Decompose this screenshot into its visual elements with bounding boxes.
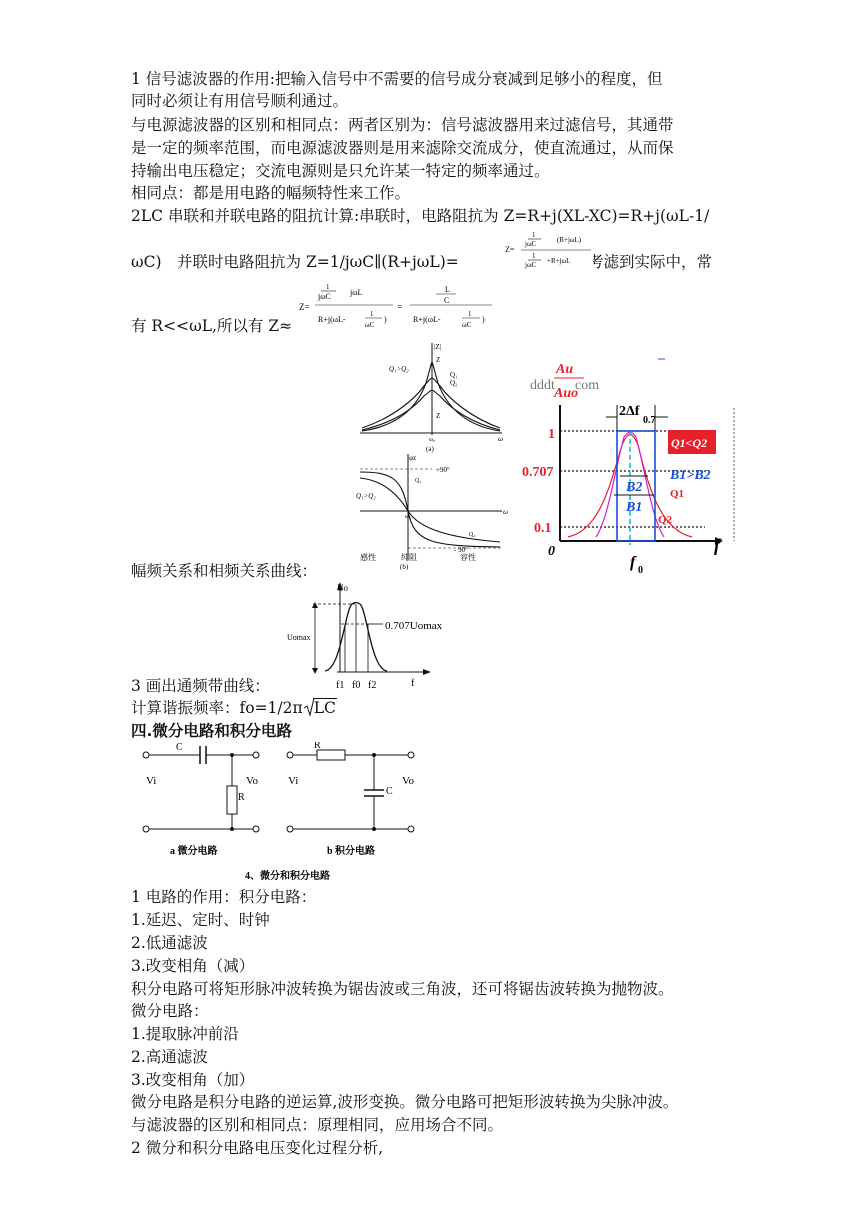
- svg-text:+R+jωL: +R+jωL: [547, 257, 571, 265]
- svg-text:ωC: ωC: [462, 321, 472, 329]
- text-line: 2LC 串联和并联电路的阻抗计算:串联时，电路阻抗为 Z=R+j(XL-XC)=R+j(ωL-1/: [131, 207, 710, 225]
- svg-text:4、微分和积分电路: 4、微分和积分电路: [245, 871, 330, 882]
- text-line: 是一定的频率范围，而电源滤波器则是用来滤除交流成分，使直流通过，从而保: [131, 139, 674, 157]
- text-line: 3 画出通频带曲线：: [131, 677, 270, 695]
- svg-text:0.707Uomax: 0.707Uomax: [385, 620, 443, 632]
- text-line: 1 信号滤波器的作用:把输入信号中不需要的信号成分衰减到足够小的程度，但: [131, 70, 663, 88]
- differentiator-circuit: [143, 742, 259, 857]
- svg-text:Z=: Z=: [299, 302, 310, 312]
- svg-text:R: R: [314, 742, 321, 751]
- svg-text:f1: f1: [336, 680, 345, 691]
- svg-text:R+j(ωL-: R+j(ωL-: [413, 315, 441, 324]
- text-line: 持输出电压稳定；交流电源则是只允许某一特定的频率通过。: [131, 162, 550, 180]
- svg-text:Z: Z: [436, 412, 441, 420]
- text-line: 2.高通滤波: [131, 1048, 208, 1066]
- svg-text:0: 0: [548, 544, 555, 559]
- text-line: 2.低通滤波: [131, 934, 208, 952]
- impedance-magnitude-plot: [360, 343, 503, 453]
- text-line: 与电源滤波器的区别和相同点：两者区别为：信号滤波器用来过滤信号，其通带: [131, 116, 674, 134]
- svg-text:|Z|: |Z|: [434, 343, 442, 351]
- integrator-circuit: [287, 742, 415, 857]
- text-line: 积分电路可将矩形脉冲波转换为锯齿波或三角波，还可将锯齿波转换为抛物波。: [131, 980, 674, 998]
- svg-text:R: R: [238, 792, 245, 803]
- bandwidth-figure: [520, 345, 745, 577]
- svg-text:Vi: Vi: [288, 775, 299, 787]
- svg-text:1: 1: [532, 231, 536, 239]
- approx-impedance-formula: [298, 280, 494, 330]
- svg-text:R+j(ωL-: R+j(ωL-: [318, 315, 346, 324]
- svg-text:Z: Z: [436, 356, 441, 364]
- svg-text:b 积分电路: b 积分电路: [327, 846, 376, 857]
- svg-text:ω₀: ω₀: [429, 437, 436, 443]
- svg-text:1: 1: [468, 310, 472, 318]
- text-line: 微分电路是积分电路的逆运算,波形变换。微分电路可把矩形波转换为尖脉冲波。: [131, 1093, 679, 1111]
- svg-text:Auo: Auo: [554, 386, 579, 401]
- text-line: ωC) 并联时电路阻抗为 Z=1/jωC∥(R+jωL)=: [131, 253, 459, 271]
- svg-text:0.1: 0.1: [534, 521, 552, 536]
- svg-text:ω: ω: [498, 435, 503, 443]
- svg-text:Vo: Vo: [402, 775, 415, 787]
- svg-text:1: 1: [370, 310, 374, 318]
- svg-text:f0: f0: [352, 680, 361, 691]
- svg-text:com: com: [575, 378, 600, 393]
- text-line: 微分电路：: [131, 1002, 209, 1020]
- text-line: 有 R<<ωL,所以有 Z≈: [131, 317, 293, 335]
- svg-text:): ): [482, 315, 485, 324]
- svg-text:Vi: Vi: [146, 775, 157, 787]
- parallel-impedance-formula: [503, 228, 593, 272]
- svg-text:Q₂: Q₂: [469, 532, 476, 538]
- text-line: 与滤波器的区别和相同点：原理相同，应用场合不同。: [131, 1116, 504, 1134]
- svg-text:1: 1: [532, 252, 536, 260]
- text-line: 计算谐振频率：fo=1/2π LC: [131, 699, 336, 717]
- text-line: 1.延迟、定时、时钟: [131, 911, 270, 929]
- svg-text:Q₁>Q₂: Q₁>Q₂: [389, 365, 409, 373]
- svg-text:L: L: [445, 285, 450, 294]
- text-line: 1 电路的作用：积分电路：: [131, 888, 317, 906]
- svg-text:C: C: [444, 296, 450, 305]
- svg-text:f: f: [411, 678, 415, 689]
- svg-text:容性: 容性: [460, 553, 476, 562]
- sqrt-symbol: [303, 697, 315, 717]
- svg-text:=: =: [397, 302, 403, 312]
- svg-text:φz: φz: [409, 454, 417, 462]
- text-line: 2 微分和积分电路电压变化过程分析,: [131, 1139, 384, 1157]
- svg-text:- 90°: - 90°: [454, 546, 468, 554]
- impedance-phase-figure: [352, 338, 512, 570]
- svg-text:0: 0: [638, 565, 643, 576]
- svg-text:0.707: 0.707: [522, 465, 554, 480]
- svg-text:ω₀: ω₀: [405, 514, 412, 520]
- passband-figure: [285, 580, 455, 692]
- svg-text:f: f: [714, 535, 720, 555]
- svg-text:1: 1: [548, 427, 555, 442]
- svg-text:Z=: Z=: [505, 245, 515, 254]
- svg-text:B1>B2: B1>B2: [670, 468, 711, 483]
- svg-text:B1: B1: [626, 500, 643, 515]
- svg-text:感性: 感性: [360, 553, 376, 562]
- svg-text:Q₁>Q₂: Q₁>Q₂: [356, 492, 376, 500]
- svg-text:): ): [384, 315, 387, 324]
- svg-text:0.7: 0.7: [643, 415, 656, 426]
- svg-text:jωC: jωC: [318, 292, 331, 301]
- svg-text:ωC: ωC: [365, 321, 375, 329]
- svg-text:Q₁: Q₁: [450, 371, 458, 379]
- svg-text:ω: ω: [503, 508, 508, 516]
- svg-text:2Δf: 2Δf: [619, 404, 640, 419]
- svg-text:Uomax: Uomax: [287, 633, 311, 642]
- svg-text:C: C: [176, 742, 183, 753]
- svg-text:jωL: jωL: [350, 288, 363, 297]
- section-heading: 四.微分电路和积分电路: [131, 722, 292, 740]
- text-line: 1.提取脉冲前沿: [131, 1025, 239, 1043]
- svg-text:Vo: Vo: [246, 775, 259, 787]
- text-line: 3.改变相角（加）: [131, 1071, 255, 1089]
- svg-text:dddt: dddt: [530, 378, 555, 393]
- text-line: 相同点：都是用电路的幅频特性来工作。: [131, 184, 411, 202]
- svg-text:C: C: [386, 786, 393, 797]
- svg-text:jωC: jωC: [525, 261, 537, 269]
- svg-text:jωC: jωC: [525, 240, 537, 248]
- svg-text:Q₂: Q₂: [450, 379, 458, 387]
- svg-text:+90°: +90°: [436, 466, 450, 474]
- svg-text:Au: Au: [556, 362, 574, 377]
- text-line: 考滤到实际中，常: [588, 253, 713, 271]
- svg-text:f2: f2: [368, 680, 377, 691]
- svg-text:Q₁: Q₁: [415, 478, 422, 484]
- svg-text:纯阻: 纯阻: [401, 553, 417, 562]
- svg-text:(b): (b): [400, 563, 409, 570]
- svg-text:Q1: Q1: [670, 488, 685, 500]
- differentiator-integrator-circuits: [140, 742, 420, 884]
- phase-plot: [356, 454, 508, 570]
- text-line: 同时必须让有用信号顺利通过。: [131, 92, 349, 110]
- svg-text:Q2: Q2: [658, 514, 673, 526]
- text-line: 幅频关系和相频关系曲线：: [131, 562, 318, 580]
- svg-text:Uo: Uo: [337, 583, 348, 593]
- svg-text:B2: B2: [626, 480, 643, 495]
- text-line: 3.改变相角（减）: [131, 957, 255, 975]
- svg-text:f: f: [630, 554, 636, 571]
- svg-text:Q1<Q2: Q1<Q2: [671, 436, 708, 450]
- svg-text:a 微分电路: a 微分电路: [170, 846, 218, 857]
- svg-text:(R+jωL): (R+jωL): [557, 236, 582, 244]
- svg-text:(a): (a): [426, 445, 434, 453]
- svg-text:1: 1: [326, 283, 330, 291]
